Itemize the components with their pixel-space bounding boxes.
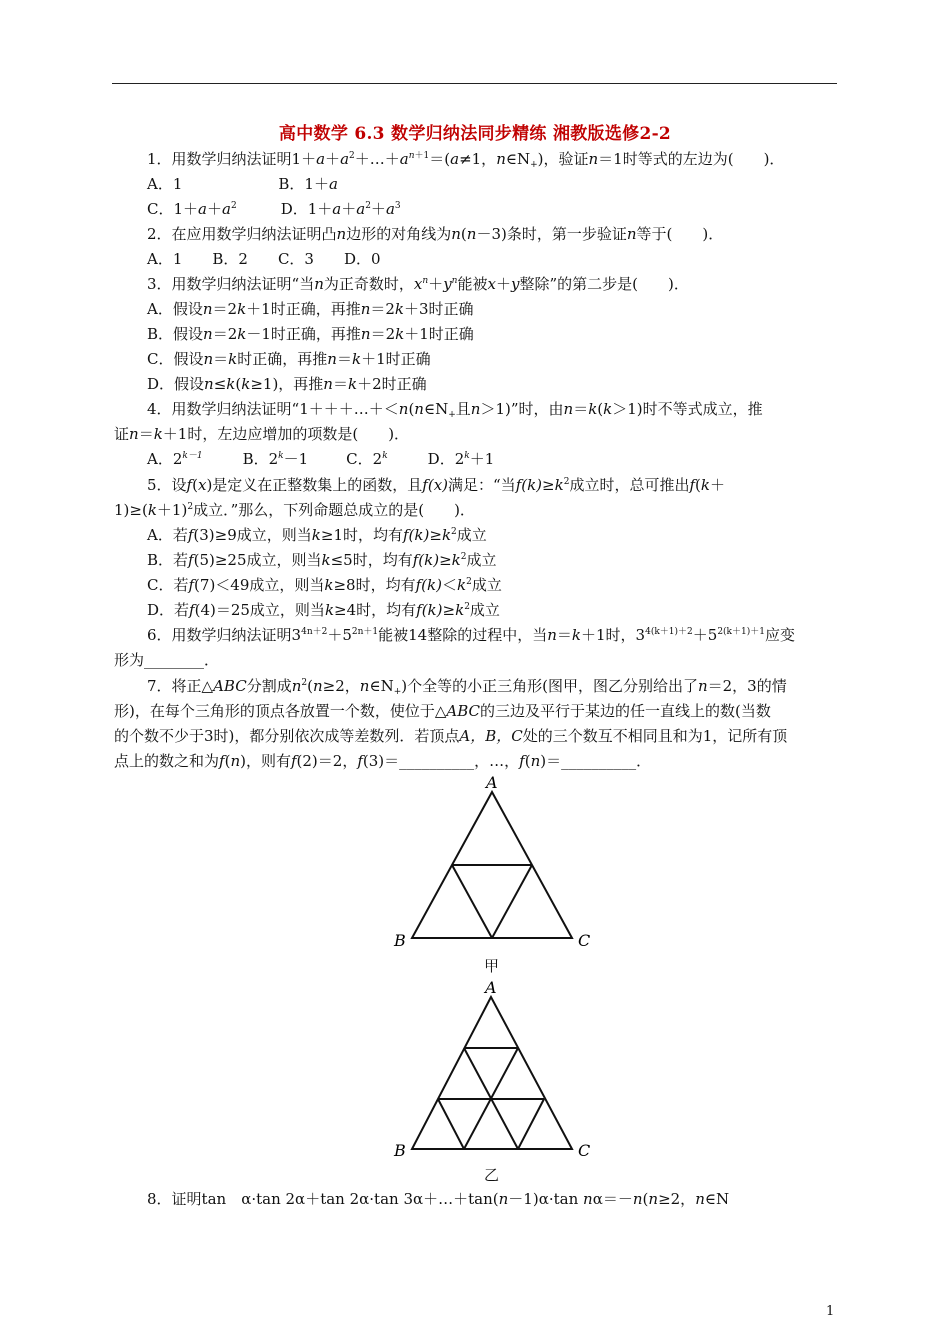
figure-caption-yi: 乙 — [484, 1166, 500, 1184]
vertex-label-b: B — [394, 931, 406, 950]
q7-line2: 形)，在每个三角形的顶点各放置一个数，使位于△ABC的三边及平行于某边的任一直线上的数(当数 — [114, 702, 771, 720]
figure-caption-jia: 甲 — [484, 957, 500, 975]
header-rule — [112, 83, 837, 84]
q1-stem: 1．用数学归纳法证明$1+a+a^2+\dots+a^{n+1}=(a\ne 1$，$n\in N_+$)，验证n＝1时等式的左边为( )． — [147, 150, 785, 170]
page-title: 高中数学 6.3 数学归纳法同步精练 湘教版选修2-2 — [278, 124, 672, 144]
q4-stem-line2: 证n＝k＋1时，左边应增加的项数是( )． — [114, 425, 410, 443]
vertex-label-a: A — [485, 978, 497, 997]
q5-option-a: A．若f(3)≥9成立，则当k≥1时，均有$f(k)\ge k^2$成立 — [147, 526, 487, 544]
q8-stem: 8．证明tan α·tan 2α＋tan 2α·tan 3α＋…＋tan(n－1)α·tan nα＝－n(n≥2，n∈N — [147, 1190, 730, 1208]
q3-option-b: B．假设n＝2k－1时正确，再推n＝2k＋1时正确 — [147, 325, 474, 343]
q3-option-c: C．假设n＝k时正确，再推n＝k＋1时正确 — [147, 350, 431, 368]
page-number: 1 — [826, 1304, 835, 1319]
q3-stem: 3．用数学归纳法证明“当n为正奇数时，$x^n+y^n$能被x＋y整除”的第二步是( )． — [147, 275, 689, 293]
q7-line3: 的个数不少于3时)，都分别依次成等差数列．若顶点A，B，C处的三个数互不相同且和为1，记所有顶 — [114, 727, 788, 745]
q7-line1: 7．将正△ABC分割成$n^2(n\ge 2$，$n\in N_+$)个全等的小正三角形(图甲，图乙分别给出了n＝2，3的情 — [147, 677, 787, 697]
q7-line4: 点上的数之和为f(n)，则有f(2)＝2，f(3)＝__________，…，f(n)＝__________． — [114, 752, 652, 770]
q3-option-d: D．假设n≤k(k≥1)，再推n＝k＋2时正确 — [147, 375, 427, 393]
q5-option-d: D．若f(4)＝25成立，则当k≥4时，均有$f(k)\ge k^2$成立 — [147, 601, 500, 619]
outer-triangle — [412, 997, 572, 1149]
vertex-label-a: A — [486, 773, 498, 792]
q1-options-ab: A．1 B．1＋a — [147, 175, 338, 193]
q2-stem: 2．在应用数学归纳法证明凸n边形的对角线为n(n－3)条时，第一步验证n等于( )． — [147, 225, 724, 243]
triangle-figure-yi — [380, 975, 600, 1165]
q2-options: A．1 B．2 C．3 D．0 — [147, 250, 381, 268]
vertex-label-c: C — [578, 1141, 591, 1160]
q3-option-a: A．假设n＝2k＋1时正确，再推n＝2k＋3时正确 — [147, 300, 474, 318]
q1-options-cd: C．$1+a+a^2$ D．$1+a+a^2+a^3$ — [147, 200, 401, 218]
q4-options: A．$2^{k-1}$ B．$2^k-1$ C．2$^k$ D．$2^k+1$ — [147, 450, 495, 468]
grid-line — [518, 1099, 544, 1149]
grid-line — [438, 1099, 464, 1149]
q5-option-c: C．若f(7)＜49成立，则当k≥8时，均有$f(k)<k^2$成立 — [147, 576, 502, 594]
q6-stem: 6．用数学归纳法证明$3^{4n+2}+5^{2n+1}$能被14整除的过程中，当n＝k＋1时，$3^{4(k+1)+2}+5^{2(k+1)+1}$应变 — [147, 626, 795, 644]
triangle-figure-jia — [380, 770, 600, 955]
q5-stem: 5．设f(x)是定义在正整数集上的函数，且f(x)满足：“当$f(k)\ge k^2$成立时，总可推出f(k＋ — [147, 476, 725, 494]
midline — [452, 865, 492, 938]
q5-stem-line2: $1)\ge(k+1)^2$成立．”那么，下列命题总成立的是( )． — [114, 501, 475, 519]
q5-option-b: B．若f(5)≥25成立，则当k≤5时，均有$f(k)\ge k^2$成立 — [147, 551, 497, 569]
vertex-label-b: B — [394, 1141, 406, 1160]
midline — [492, 865, 532, 938]
q4-stem: 4．用数学归纳法证明“$1+++\dots+<n(n\in N_+$且n＞1)”时，由n＝k(k＞1)时不等式成立，推 — [147, 400, 763, 420]
vertex-label-c: C — [578, 931, 591, 950]
q6-stem-line2: 形为________． — [114, 651, 220, 669]
